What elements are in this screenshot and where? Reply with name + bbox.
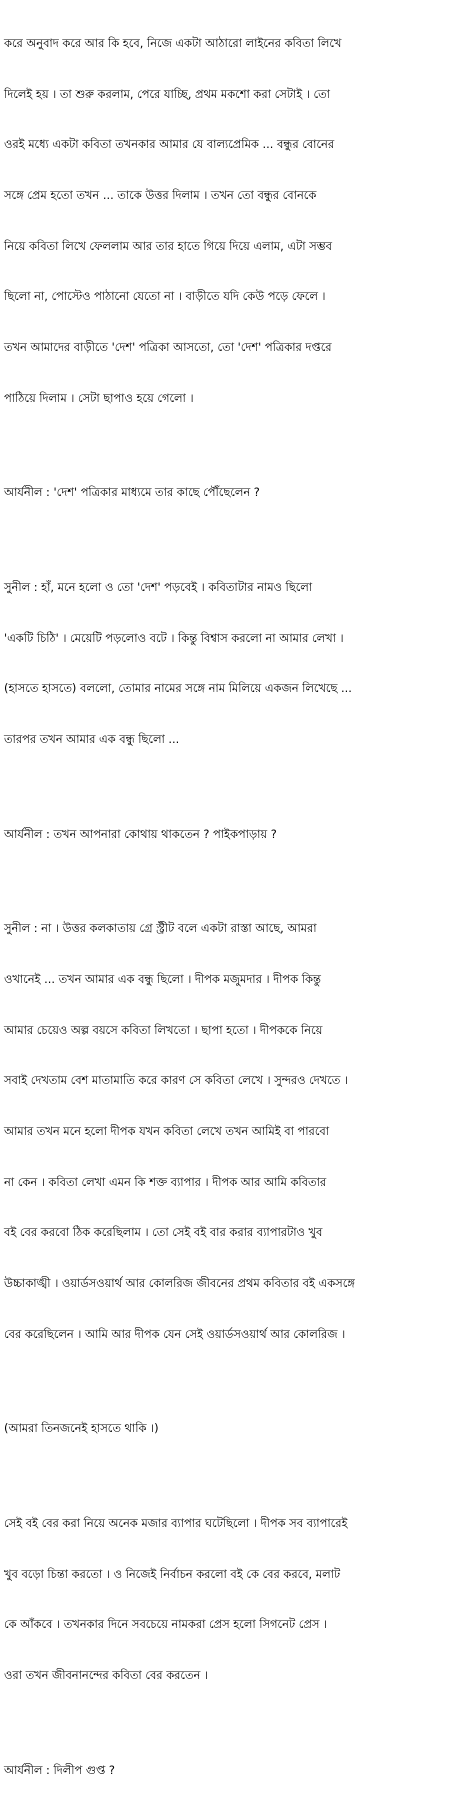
text-line: ছিলো না, পোস্টেও পাঠানো যেতো না । বাড়ীতে যদি কেউ পড়ে ফেলে । — [4, 289, 326, 304]
paragraph-aryanil-question-2 — [4, 792, 452, 877]
paragraph-aryanil-question-1 — [4, 451, 452, 536]
text-line: ওখানেই ... তখন আমার এক বন্ধু ছিলো । দীপক মজুমদার । দীপক কিন্তু — [4, 971, 321, 986]
text-line: সঙ্গে প্রেম হতো তখন ... তাকে উত্তর দিলাম । তখন তো বন্ধুর বোনকে — [4, 187, 317, 202]
text-line: আর্যনীল : তখন আপনারা কোথায় থাকতেন ? পাইকপাড়ায় ? — [4, 826, 277, 841]
paragraph-book-story — [4, 1481, 452, 1718]
text-line: ওরই মধ্যে একটা কবিতা তখনকার আমার যে বাল্যপ্রেমিক ... বন্ধুর বোনের — [4, 137, 335, 152]
text-line: (হাসতে হাসতে) বললো, তোমার নামের সঙ্গে নাম মিলিয়ে একজন লিখেছে ... — [4, 681, 352, 696]
paragraph-aryanil-question-3 — [4, 1728, 452, 1812]
text-line: 'একটি চিঠি' । মেয়েটি পড়লোও বটে । কিন্তু বিশ্বাস করলো না আমার লেখা । — [4, 630, 344, 645]
text-line: করে অনুবাদ করে আর কি হবে, নিজে একটা আঠারো লাইনের কবিতা লিখে — [4, 35, 342, 50]
text-line: তখন আমাদের বাড়ীতে 'দেশ' পত্রিকা আসতো, তো 'দেশ' পত্রিকার দপ্তরে — [4, 340, 332, 355]
paragraph-sunil-intro — [4, 1, 452, 441]
text-line: না কেন । কবিতা লেখা এমন কি শক্ত ব্যাপার । দীপক আর আমি কবিতার — [4, 1174, 327, 1189]
text-line: ওরা তখন জীবনানন্দের কবিতা বের করতেন । — [4, 1668, 209, 1683]
text-line: খুব বড়ো চিন্তা করতো । ও নিজেই নির্বাচন করলো বই কে বের করবে, মলাট — [4, 1566, 341, 1581]
paragraph-sunil-answer-2 — [4, 886, 452, 1376]
text-line: তারপর তখন আমার এক বন্ধু ছিলো ... — [4, 732, 180, 747]
text-line: আর্যনীল : দিলীপ গুপ্ত ? — [4, 1762, 115, 1777]
text-line: আর্যনীল : 'দেশ' পত্রিকার মাধ্যমে তার কাছে পৌঁছেলেন ? — [4, 485, 260, 500]
text-line: উচ্চাকাঙ্খী । ওয়ার্ডসওয়ার্থ আর কোলরিজ জীবনের প্রথম কবিতার বই একসঙ্গে — [4, 1276, 355, 1291]
text-line: সুনীল : হাঁ, মনে হলো ও তো 'দেশ' পড়বেই । কবিতাটার নামও ছিলো — [4, 579, 313, 594]
paragraph-sunil-answer-1 — [4, 545, 452, 782]
text-line: সেই বই বের করা নিয়ে অনেক মজার ব্যাপার ঘটেছিলো । দীপক সব ব্যাপারেই — [4, 1515, 348, 1530]
document-page — [4, 1, 452, 1812]
text-line: কে আঁকবে । তখনকার দিনে সবচেয়ে নামকরা প্রেস হলো সিগনেট প্রেস । — [4, 1617, 328, 1632]
text-line: আমার চেয়েও অল্প বয়সে কবিতা লিখতো । ছাপা হতো । দীপককে নিয়ে — [4, 1022, 323, 1037]
text-line: (আমরা তিনজনেই হাসতে থাকি ।) — [4, 1421, 159, 1436]
text-line: দিলেই হয় । তা শুরু করলাম, পেরে যাচ্ছি, প্রথম মকশো করা সেটাই । তো — [4, 86, 330, 101]
text-line: পাঠিয়ে দিলাম । সেটা ছাপাও হয়ে গেলো । — [4, 390, 194, 405]
text-line: নিয়ে কবিতা লিখে ফেললাম আর তার হাতে গিয়ে দিয়ে এলাম, এটা সম্ভব — [4, 238, 333, 253]
text-line: বের করেছিলেন । আমি আর দীপক যেন সেই ওয়ার্ডসওয়ার্থ আর কোলরিজ । — [4, 1326, 346, 1341]
text-line: সবাই দেখতাম বেশ মাতামাতি করে কারণ সে কবিতা লেখে । সুন্দরও দেখতে । — [4, 1073, 349, 1088]
text-line: বই বের করবো ঠিক করেছিলাম । তো সেই বই বার করার ব্যাপারটাও খুব — [4, 1225, 323, 1240]
paragraph-laughter-note — [4, 1387, 452, 1472]
text-line: আমার তখন মনে হলো দীপক যখন কবিতা লেখে তখন আমিই বা পারবো — [4, 1124, 330, 1138]
text-line: সুনীল : না । উত্তর কলকাতায় গ্রে স্ট্রীট বলে একটা রাস্তা আছে, আমরা — [4, 921, 317, 936]
